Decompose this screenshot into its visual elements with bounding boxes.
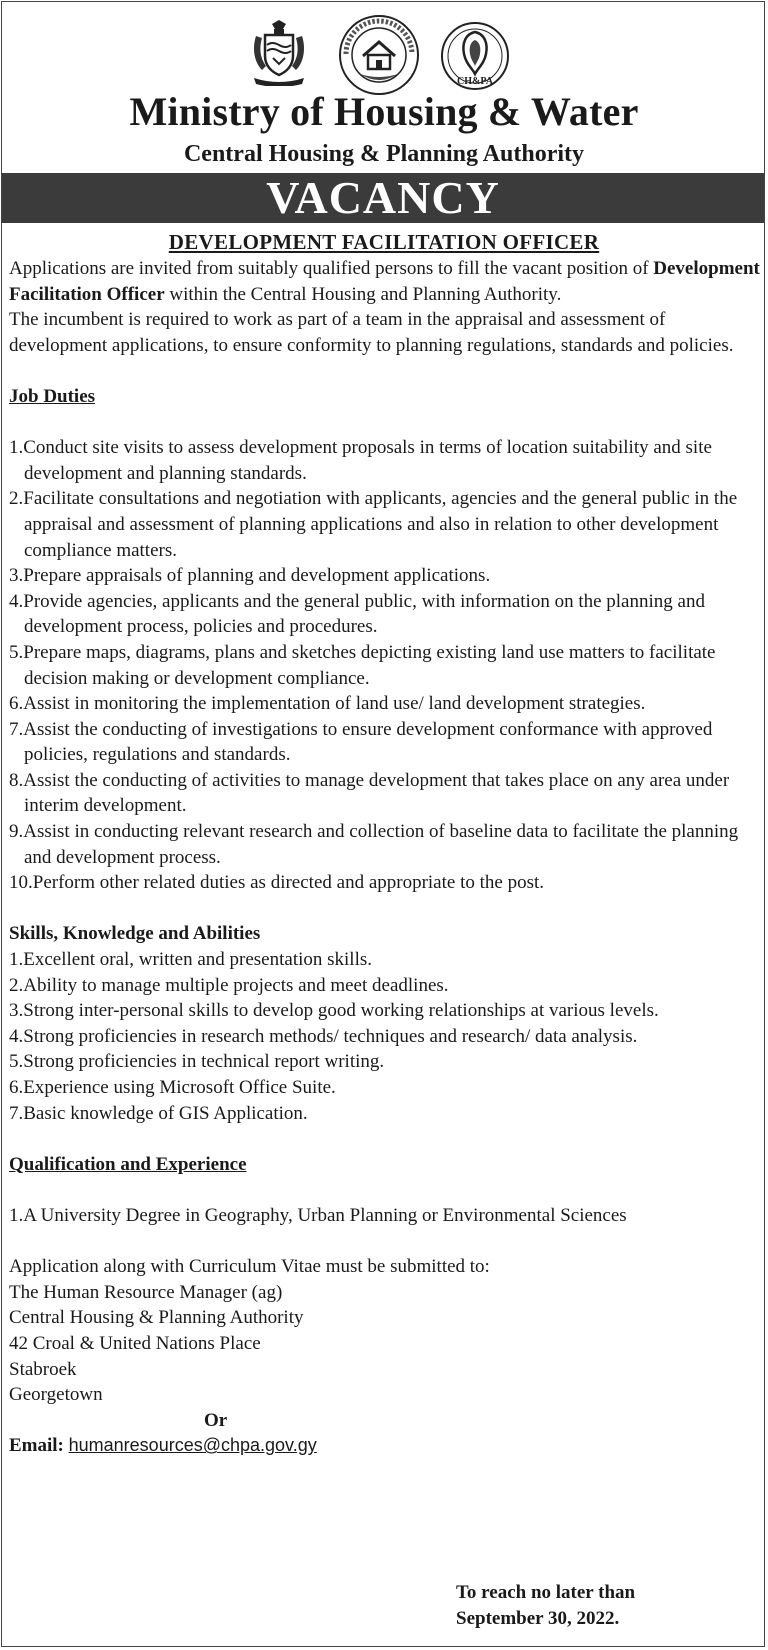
address-line: Georgetown	[9, 1384, 103, 1406]
list-item: 3.Prepare appraisals of planning and development applications.	[9, 565, 491, 587]
intro-text-2: within the Central Housing and Planning Authority.	[164, 283, 562, 305]
list-item: 1.Excellent oral, written and presentation skills.	[9, 949, 373, 971]
vacancy-banner: VACANCY	[2, 173, 764, 223]
address-line: 42 Croal & United Nations Place	[9, 1332, 261, 1354]
address-line: The Human Resource Manager (ag)	[9, 1281, 283, 1303]
list-item: 9.Assist in conducting relevant research and collection of baseline data to facilitate the planning and development process.	[9, 821, 739, 868]
list-item: 6.Experience using Microsoft Office Suite.	[9, 1077, 336, 1098]
intro-paragraph	[9, 256, 761, 307]
ministry-title: Ministry of Housing & Water	[129, 89, 639, 134]
deadline-line-1: To reach no later than	[456, 1582, 636, 1603]
list-item: 4.Strong proficiencies in research methods/ techniques and research/ data analysis.	[9, 1025, 638, 1047]
list-item: 1.Conduct site visits to assess development proposals in terms of location suitability and site development and planning standards.	[9, 437, 712, 484]
list-item: 1.A University Degree in Geography, Urban Planning or Environmental Sciences	[9, 1204, 627, 1226]
ministry-seal-logo	[338, 14, 420, 96]
job-duties-list	[9, 435, 761, 896]
email-label: Email:	[9, 1435, 64, 1457]
deadline-block	[456, 1580, 635, 1632]
list-item: 5.Strong proficiencies in technical report writing.	[9, 1051, 385, 1073]
or-separator: Or	[204, 1409, 228, 1431]
application-intro: Application along with Curriculum Vitae must be submitted to:	[9, 1256, 490, 1278]
address-line: Stabroek	[9, 1358, 77, 1380]
list-item: 2.Facilitate consultations and negotiation with applicants, agencies and the general public in the appraisal and assessment of planning applications and also in relation to other development compliance matters.	[9, 488, 738, 561]
email-link[interactable]: humanresources@chpa.gov.gy	[68, 1435, 317, 1456]
list-item: 10.Perform other related duties as directed and appropriate to the post.	[9, 872, 544, 894]
list-item: 5.Prepare maps, diagrams, plans and sketches depicting existing land use matters to facilitate decision making or development compliance.	[9, 641, 716, 689]
position-title: DEVELOPMENT FACILITATION OFFICER	[168, 230, 600, 254]
intro-text-1: Applications are invited from suitably qualified persons to fill the vacant position of	[9, 258, 654, 279]
job-duties-heading: Job Duties	[9, 385, 96, 407]
chpa-seal-text: CH&PA	[457, 76, 493, 87]
list-item: 3.Strong inter-personal skills to develop good working relationships at various levels.	[9, 1000, 659, 1022]
chpa-seal-logo	[440, 14, 510, 98]
list-item: 7.Assist the conducting of investigations to ensure development conformance with approved policies, regulations and standards.	[9, 718, 713, 766]
list-item: 7.Basic knowledge of GIS Application.	[9, 1102, 308, 1124]
skills-list	[9, 947, 761, 1126]
incumbent-paragraph: The incumbent is required to work as part of a team in the appraisal and assessment of development applications, to ensure conformity to planning regulations, standards and policies.	[9, 309, 734, 356]
authority-subtitle: Central Housing & Planning Authority	[183, 141, 585, 167]
advertisement-body	[9, 256, 761, 1459]
list-item: 2.Ability to manage multiple projects and meet deadlines.	[9, 974, 449, 996]
list-item: 4.Provide agencies, applicants and the general public, with information on the planning and development process, policies and procedures.	[9, 590, 705, 638]
skills-heading: Skills, Knowledge and Abilities	[9, 923, 261, 945]
email-line	[9, 1433, 761, 1459]
address-line: Central Housing & Planning Authority	[9, 1307, 304, 1329]
list-item: 8.Assist the conducting of activities to manage development that takes place on any area under interim development.	[9, 769, 730, 817]
intro-position-name: Development Facilitation Officer	[9, 258, 760, 305]
coat-of-arms-logo	[250, 20, 308, 86]
list-item: 6.Assist in monitoring the implementation of land use/ land development strategies.	[9, 693, 646, 715]
deadline-line-2: September 30, 2022.	[456, 1608, 620, 1629]
qualification-heading: Qualification and Experience	[9, 1153, 247, 1175]
